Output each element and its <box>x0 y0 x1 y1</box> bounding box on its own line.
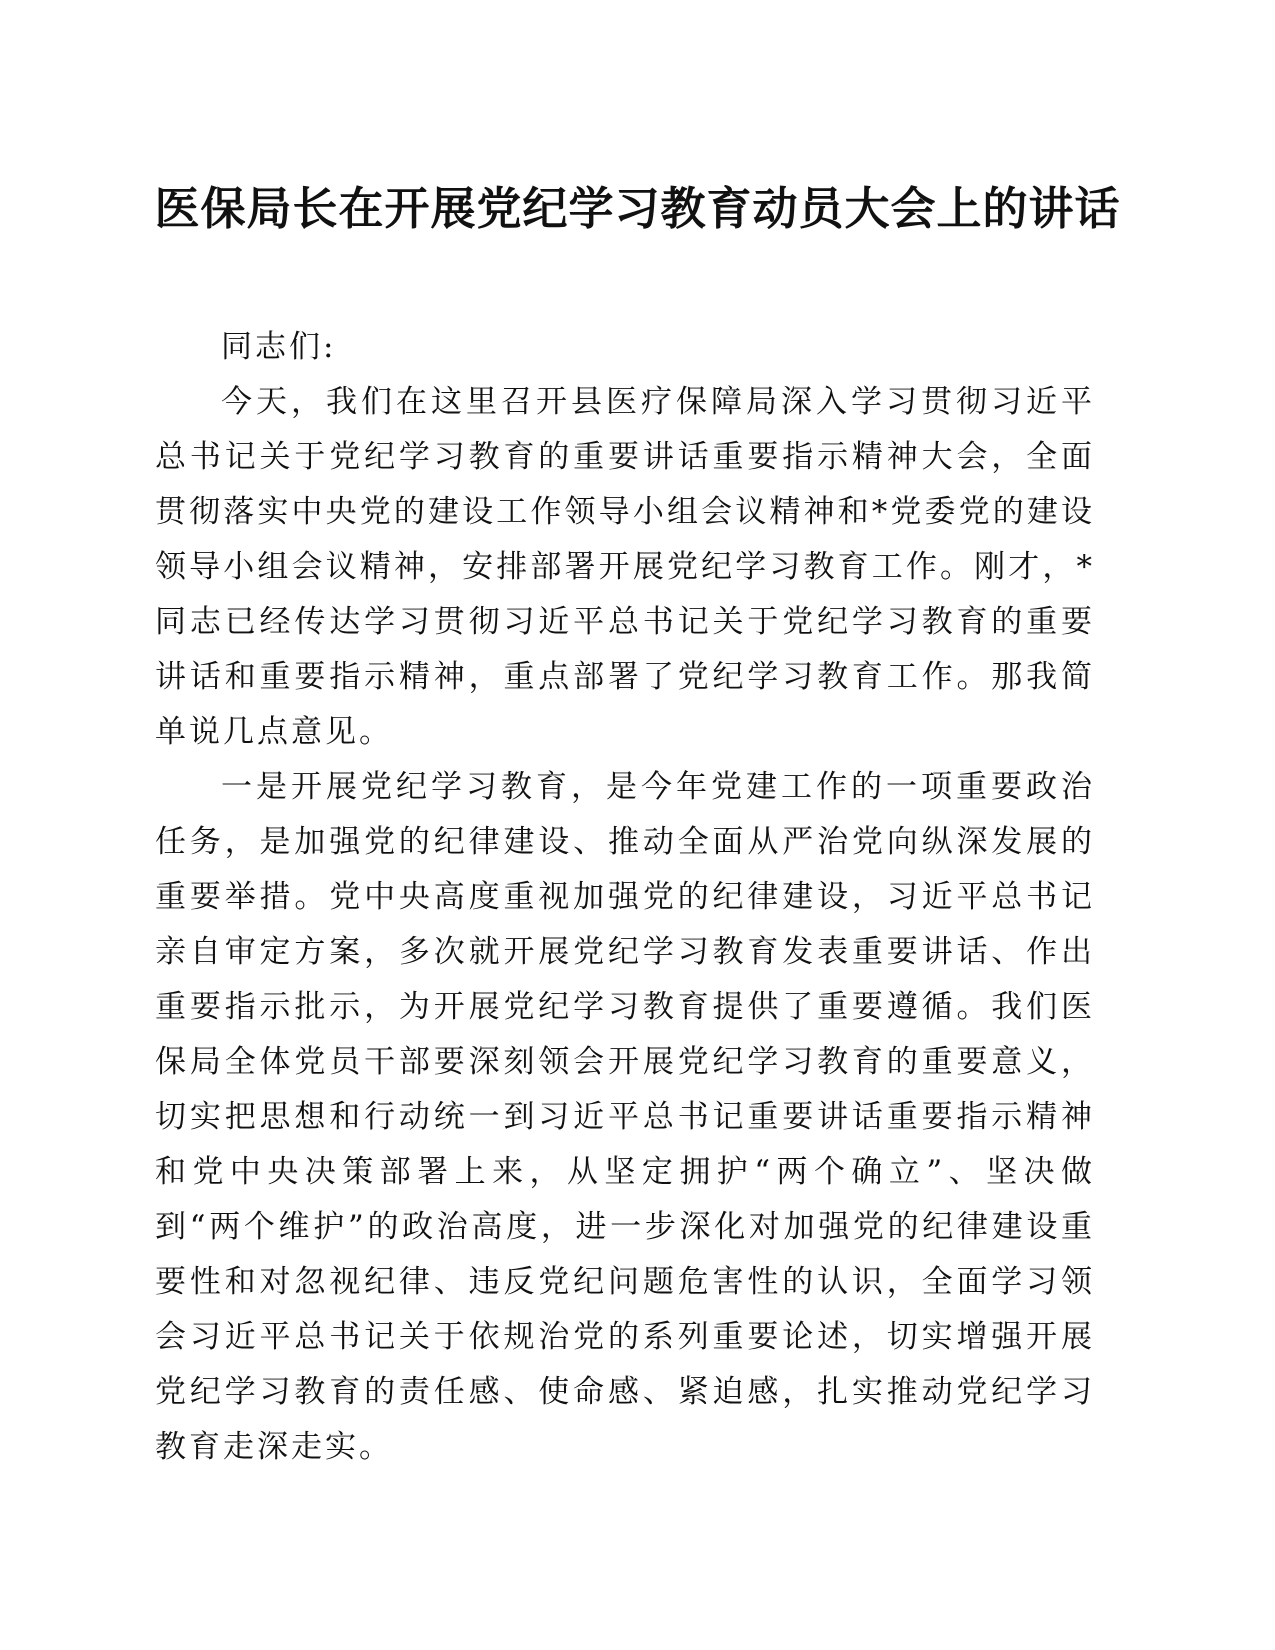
document-body <box>155 320 1095 1475</box>
paragraph-2: 一是开展党纪学习教育，是今年党建工作的一项重要政治任务，是加强党的纪律建设、推动全面从严治党向纵深发展的重要举措。党中央高度重视加强党的纪律建设，习近平总书记亲自审定方案，多次就开展党纪学习教育发表重要讲话、作出重要指示批示，为开展党纪学习教育提供了重要遵循。我们医保局全体党员干部要深刻领会开展党纪学习教育的重要意义，切实把思想和行动统一到习近平总书记重要讲话重要指示精神和党中央决策部署上来，从坚定拥护“两个确立”、坚决做到“两个维护”的政治高度，进一步深化对加强党的纪律建设重要性和对忽视纪律、违反党纪问题危害性的认识，全面学习领会习近平总书记关于依规治党的系列重要论述，切实增强开展党纪学习教育的责任感、使命感、紧迫感，扎实推动党纪学习教育走深走实。 <box>155 769 1095 1465</box>
document-title: 医保局长在开展党纪学习教育动员大会上的讲话 <box>154 182 1121 235</box>
paragraph-1: 今天，我们在这里召开县医疗保障局深入学习贯彻习近平总书记关于党纪学习教育的重要讲话重要指示精神大会，全面贯彻落实中央党的建设工作领导小组会议精神和*党委党的建设领导小组会议精神，安排部署开展党纪学习教育工作。刚才，*同志已经传达学习贯彻习近平总书记关于党纪学习教育的重要讲话和重要指示精神，重点部署了党纪学习教育工作。那我简单说几点意见。 <box>155 384 1095 750</box>
salutation: 同志们: <box>221 329 337 365</box>
